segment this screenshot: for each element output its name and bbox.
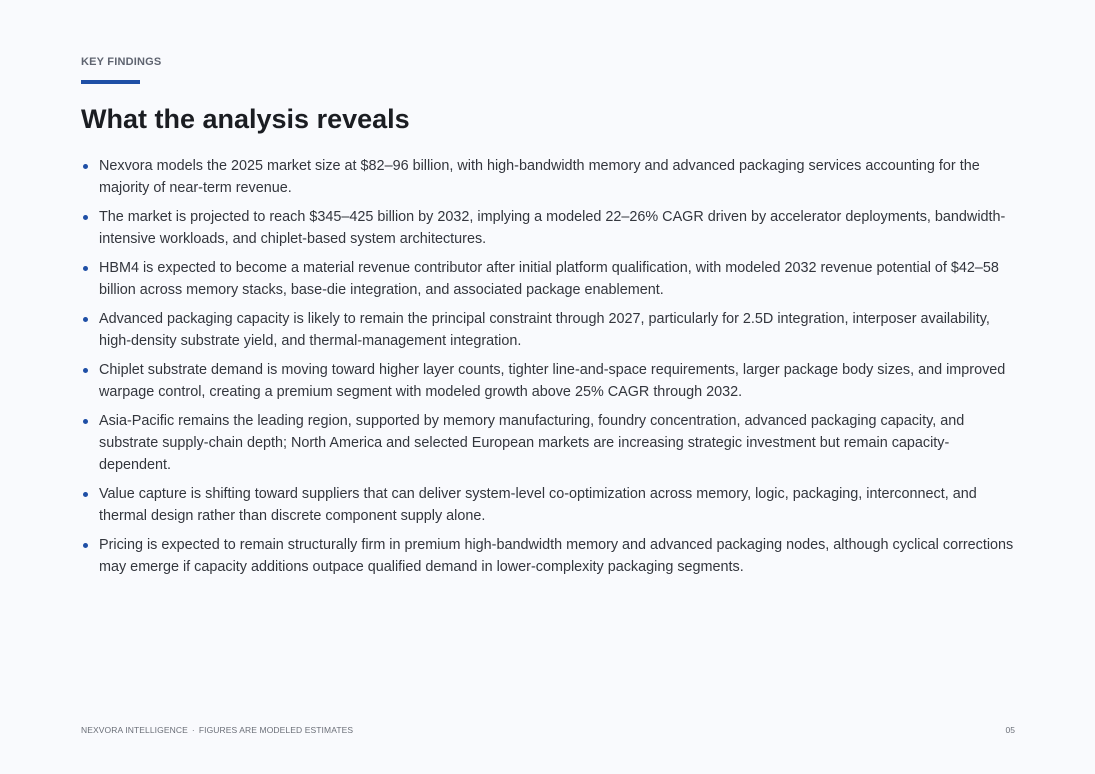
finding-item	[81, 308, 1015, 352]
finding-item	[81, 410, 1015, 476]
finding-item	[81, 534, 1015, 578]
section-eyebrow: KEY FINDINGS	[81, 56, 162, 68]
finding-text: Advanced packaging capacity is likely to remain the principal constraint through 2027, particularly for 2.5D integration, interposer availability, high-density substrate yield, and thermal-management integration.	[99, 311, 990, 349]
finding-item	[81, 359, 1015, 403]
bullet-dot-icon	[83, 543, 88, 548]
bullet-dot-icon	[83, 164, 88, 169]
finding-item	[81, 206, 1015, 250]
accent-rule	[81, 80, 140, 84]
finding-text: Nexvora models the 2025 market size at $82–96 billion, with high-bandwidth memory and advanced packaging services accounting for the majority of near-term revenue.	[99, 158, 980, 196]
page-number: 05	[1005, 725, 1015, 735]
findings-list	[81, 155, 1015, 585]
finding-text: The market is projected to reach $345–425 billion by 2032, implying a modeled 22–26% CAGR driven by accelerator deployments, bandwidth-intensive workloads, and chiplet-based system architectures.	[99, 209, 1006, 247]
report-page	[81, 0, 1015, 774]
footer-brand: NEXVORA INTELLIGENCE	[81, 725, 188, 735]
bullet-dot-icon	[83, 266, 88, 271]
footer-credit	[81, 725, 353, 735]
finding-text: Asia-Pacific remains the leading region, supported by memory manufacturing, foundry concentration, advanced packaging capacity, and substrate supply-chain depth; North America and selected European markets are increasing strategic investment but remain capacity-dependent.	[99, 413, 965, 473]
finding-item	[81, 257, 1015, 301]
bullet-dot-icon	[83, 317, 88, 322]
finding-text: Pricing is expected to remain structurally firm in premium high-bandwidth memory and advanced packaging nodes, although cyclical corrections may emerge if capacity additions outpace qualified demand in lower-complexity packaging segments.	[99, 537, 1014, 575]
bullet-dot-icon	[83, 368, 88, 373]
bullet-dot-icon	[83, 215, 88, 220]
finding-item	[81, 155, 1015, 199]
finding-text: Chiplet substrate demand is moving toward higher layer counts, tighter line-and-space requirements, larger package body sizes, and improved warpage control, creating a premium segment with modeled growth above 25% CAGR through 2032.	[99, 362, 1006, 400]
bullet-dot-icon	[83, 492, 88, 497]
footer-note: FIGURES ARE MODELED ESTIMATES	[198, 725, 354, 735]
finding-text: Value capture is shifting toward suppliers that can deliver system-level co-optimization across memory, logic, packaging, interconnect, and thermal design rather than discrete component supply alone.	[99, 486, 977, 524]
finding-item	[81, 483, 1015, 527]
footer-separator: ·	[191, 725, 195, 735]
page-title: What the analysis reveals	[81, 104, 410, 134]
bullet-dot-icon	[83, 419, 88, 424]
finding-text: HBM4 is expected to become a material revenue contributor after initial platform qualification, with modeled 2032 revenue potential of $42–58 billion across memory stacks, base-die integration, and associated package enablement.	[99, 260, 999, 298]
